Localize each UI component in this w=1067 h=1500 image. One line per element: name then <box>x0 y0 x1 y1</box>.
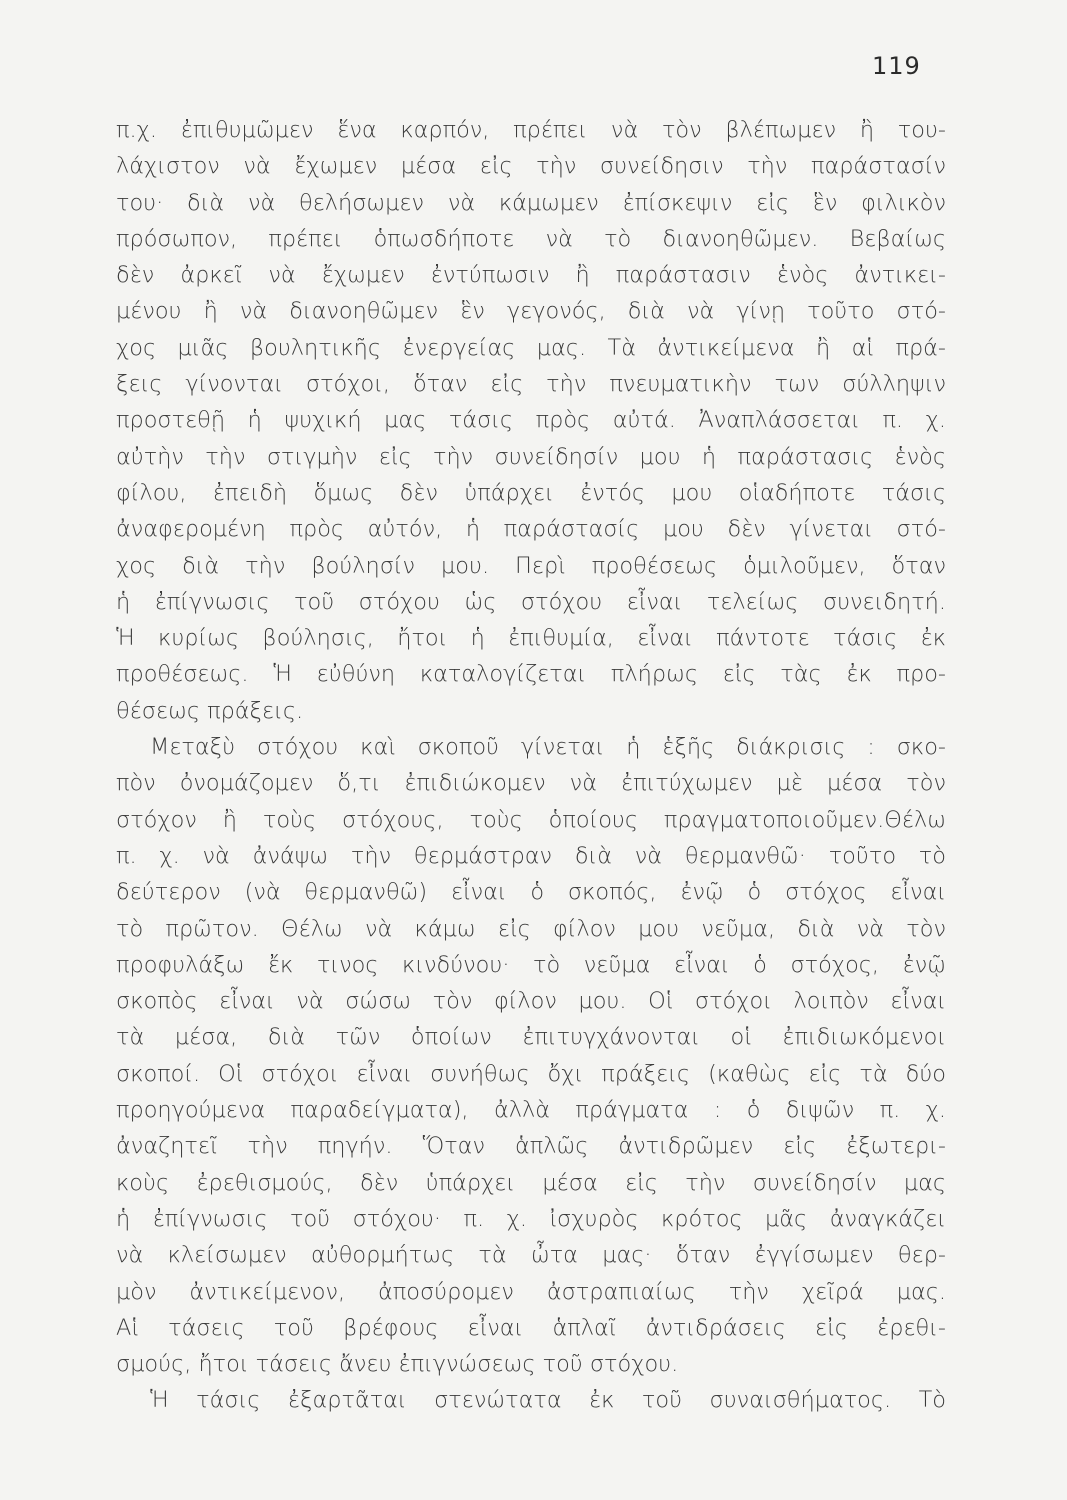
body-text <box>116 112 946 1419</box>
text-line: τὸ πρῶτον. Θέλω νὰ κάμω εἰς φίλον μου νεῦμα, διὰ νὰ τὸν <box>116 915 946 942</box>
text-line: νὰ κλείσωμεν αὐθορμήτως τὰ ὦτα μας· ὅταν ἐγγίσωμεν θερ- <box>116 1242 946 1269</box>
text-line: σκοπὸς εἶναι νὰ σώσω τὸν φίλον μου. Οἱ στόχοι λοιπὸν εἶναι <box>116 988 946 1015</box>
text-line: Ἡ τάσις ἐξαρτᾶται στενώτατα ἐκ τοῦ συναισθήματος. Τὸ <box>150 1387 946 1414</box>
text-line: π.χ. ἐπιθυμῶμεν ἕνα καρπόν, πρέπει νὰ τὸν βλέπωμεν ἢ του- <box>116 117 946 143</box>
text-line: πὸν ὀνομάζομεν ὅ,τι ἐπιδιώκομεν νὰ ἐπιτύχωμεν μὲ μέσα τὸν <box>116 770 946 797</box>
text-line: τὰ μέσα, διὰ τῶν ὁποίων ἐπιτυγχάνονται οἱ ἐπιδιωκόμενοι <box>116 1024 946 1051</box>
text-line: ἡ ἐπίγνωσις τοῦ στόχου ὡς στόχου εἶναι τελείως συνειδητή. <box>116 588 946 615</box>
text-line: Ἡ κυρίως βούλησις, ἤτοι ἡ ἐπιθυμία, εἶναι πάντοτε τάσις ἐκ <box>116 625 946 652</box>
text-line: μένου ἢ νὰ διανοηθῶμεν ἓν γεγονός, διὰ νὰ γίνῃ τοῦτο στό- <box>116 298 946 325</box>
text-line: στόχον ἢ τοὺς στόχους, τοὺς ὁποίους πραγματοποιοῦμεν.Θέλω <box>116 806 946 833</box>
text-line: κοὺς ἐρεθισμούς, δὲν ὑπάρχει μέσα εἰς τὴν συνείδησίν μας <box>116 1169 946 1196</box>
text-line: ἀναφερομένη πρὸς αὐτόν, ἡ παράστασίς μου δὲν γίνεται στό- <box>116 516 946 543</box>
text-line: προφυλάξω ἔκ τινος κινδύνου· τὸ νεῦμα εἶναι ὁ στόχος, ἐνῷ <box>116 951 946 978</box>
text-line: δὲν ἀρκεῖ νὰ ἔχωμεν ἐντύπωσιν ἢ παράστασιν ἑνὸς ἀντικει- <box>116 262 946 289</box>
text-line: λάχιστον νὰ ἔχωμεν μέσα εἰς τὴν συνείδησιν τὴν παράστασίν <box>116 153 946 180</box>
text-line: χος μιᾶς βουλητικῆς ἐνεργείας μας. Τὰ ἀντικείμενα ἢ αἱ πρά- <box>116 334 946 361</box>
text-line: μὸν ἀντικείμενον, ἀποσύρομεν ἀστραπιαίως τὴν χεῖρά μας. <box>116 1278 946 1305</box>
page-number: 119 <box>872 52 921 80</box>
text-line: Αἱ τάσεις τοῦ βρέφους εἶναι ἁπλαῖ ἀντιδράσεις εἰς ἐρεθι- <box>116 1314 946 1341</box>
text-line: ἡ ἐπίγνωσις τοῦ στόχου· π. χ. ἰσχυρὸς κρότος μᾶς ἀναγκάζει <box>116 1205 946 1232</box>
text-line: π. χ. νὰ ἀνάψω τὴν θερμάστραν διὰ νὰ θερμανθῶ· τοῦτο τὸ <box>116 842 946 869</box>
text-line: πρόσωπον, πρέπει ὁπωσδήποτε νὰ τὸ διανοηθῶμεν. Βεβαίως <box>116 225 946 252</box>
text-line: προθέσεως. Ἡ εὐθύνη καταλογίζεται πλήρως εἰς τὰς ἐκ προ- <box>116 661 946 688</box>
text-line: σμούς, ἤτοι τάσεις ἄνευ ἐπιγνώσεως τοῦ στόχου. <box>116 1351 679 1378</box>
text-line: δεύτερον (νὰ θερμανθῶ) εἶναι ὁ σκοπός, ἐνῷ ὁ στόχος εἶναι <box>116 879 946 906</box>
text-line: θέσεως πράξεις. <box>116 697 304 724</box>
text-line: σκοποί. Οἱ στόχοι εἶναι συνήθως ὄχι πράξεις (καθὼς εἰς τὰ δύο <box>116 1060 946 1087</box>
text-line: ξεις γίνονται στόχοι, ὅταν εἰς τὴν πνευματικὴν των σύλληψιν <box>116 371 946 398</box>
text-line: του· διὰ νὰ θελήσωμεν νὰ κάμωμεν ἐπίσκεψιν εἰς ἓν φιλικὸν <box>116 189 946 216</box>
text-line: προστεθῇ ἡ ψυχική μας τάσις πρὸς αὐτά. Ἀναπλάσσεται π. χ. <box>116 407 946 434</box>
text-line: χος διὰ τὴν βούλησίν μου. Περὶ προθέσεως ὁμιλοῦμεν, ὅταν <box>116 552 946 579</box>
text-line: αὐτὴν τὴν στιγμὴν εἰς τὴν συνείδησίν μου ἡ παράστασις ἑνὸς <box>116 443 946 470</box>
text-line: φίλου, ἐπειδὴ ὅμως δὲν ὑπάρχει ἐντός μου οἱαδήποτε τάσις <box>116 479 946 506</box>
text-line: Μεταξὺ στόχου καὶ σκοποῦ γίνεται ἡ ἑξῆς διάκρισις : σκο- <box>150 734 946 761</box>
text-line: προηγούμενα παραδείγματα), ἀλλὰ πράγματα : ὁ διψῶν π. χ. <box>116 1097 946 1124</box>
text-line: ἀναζητεῖ τὴν πηγήν. Ὅταν ἁπλῶς ἀντιδρῶμεν εἰς ἐξωτερι- <box>116 1133 946 1160</box>
